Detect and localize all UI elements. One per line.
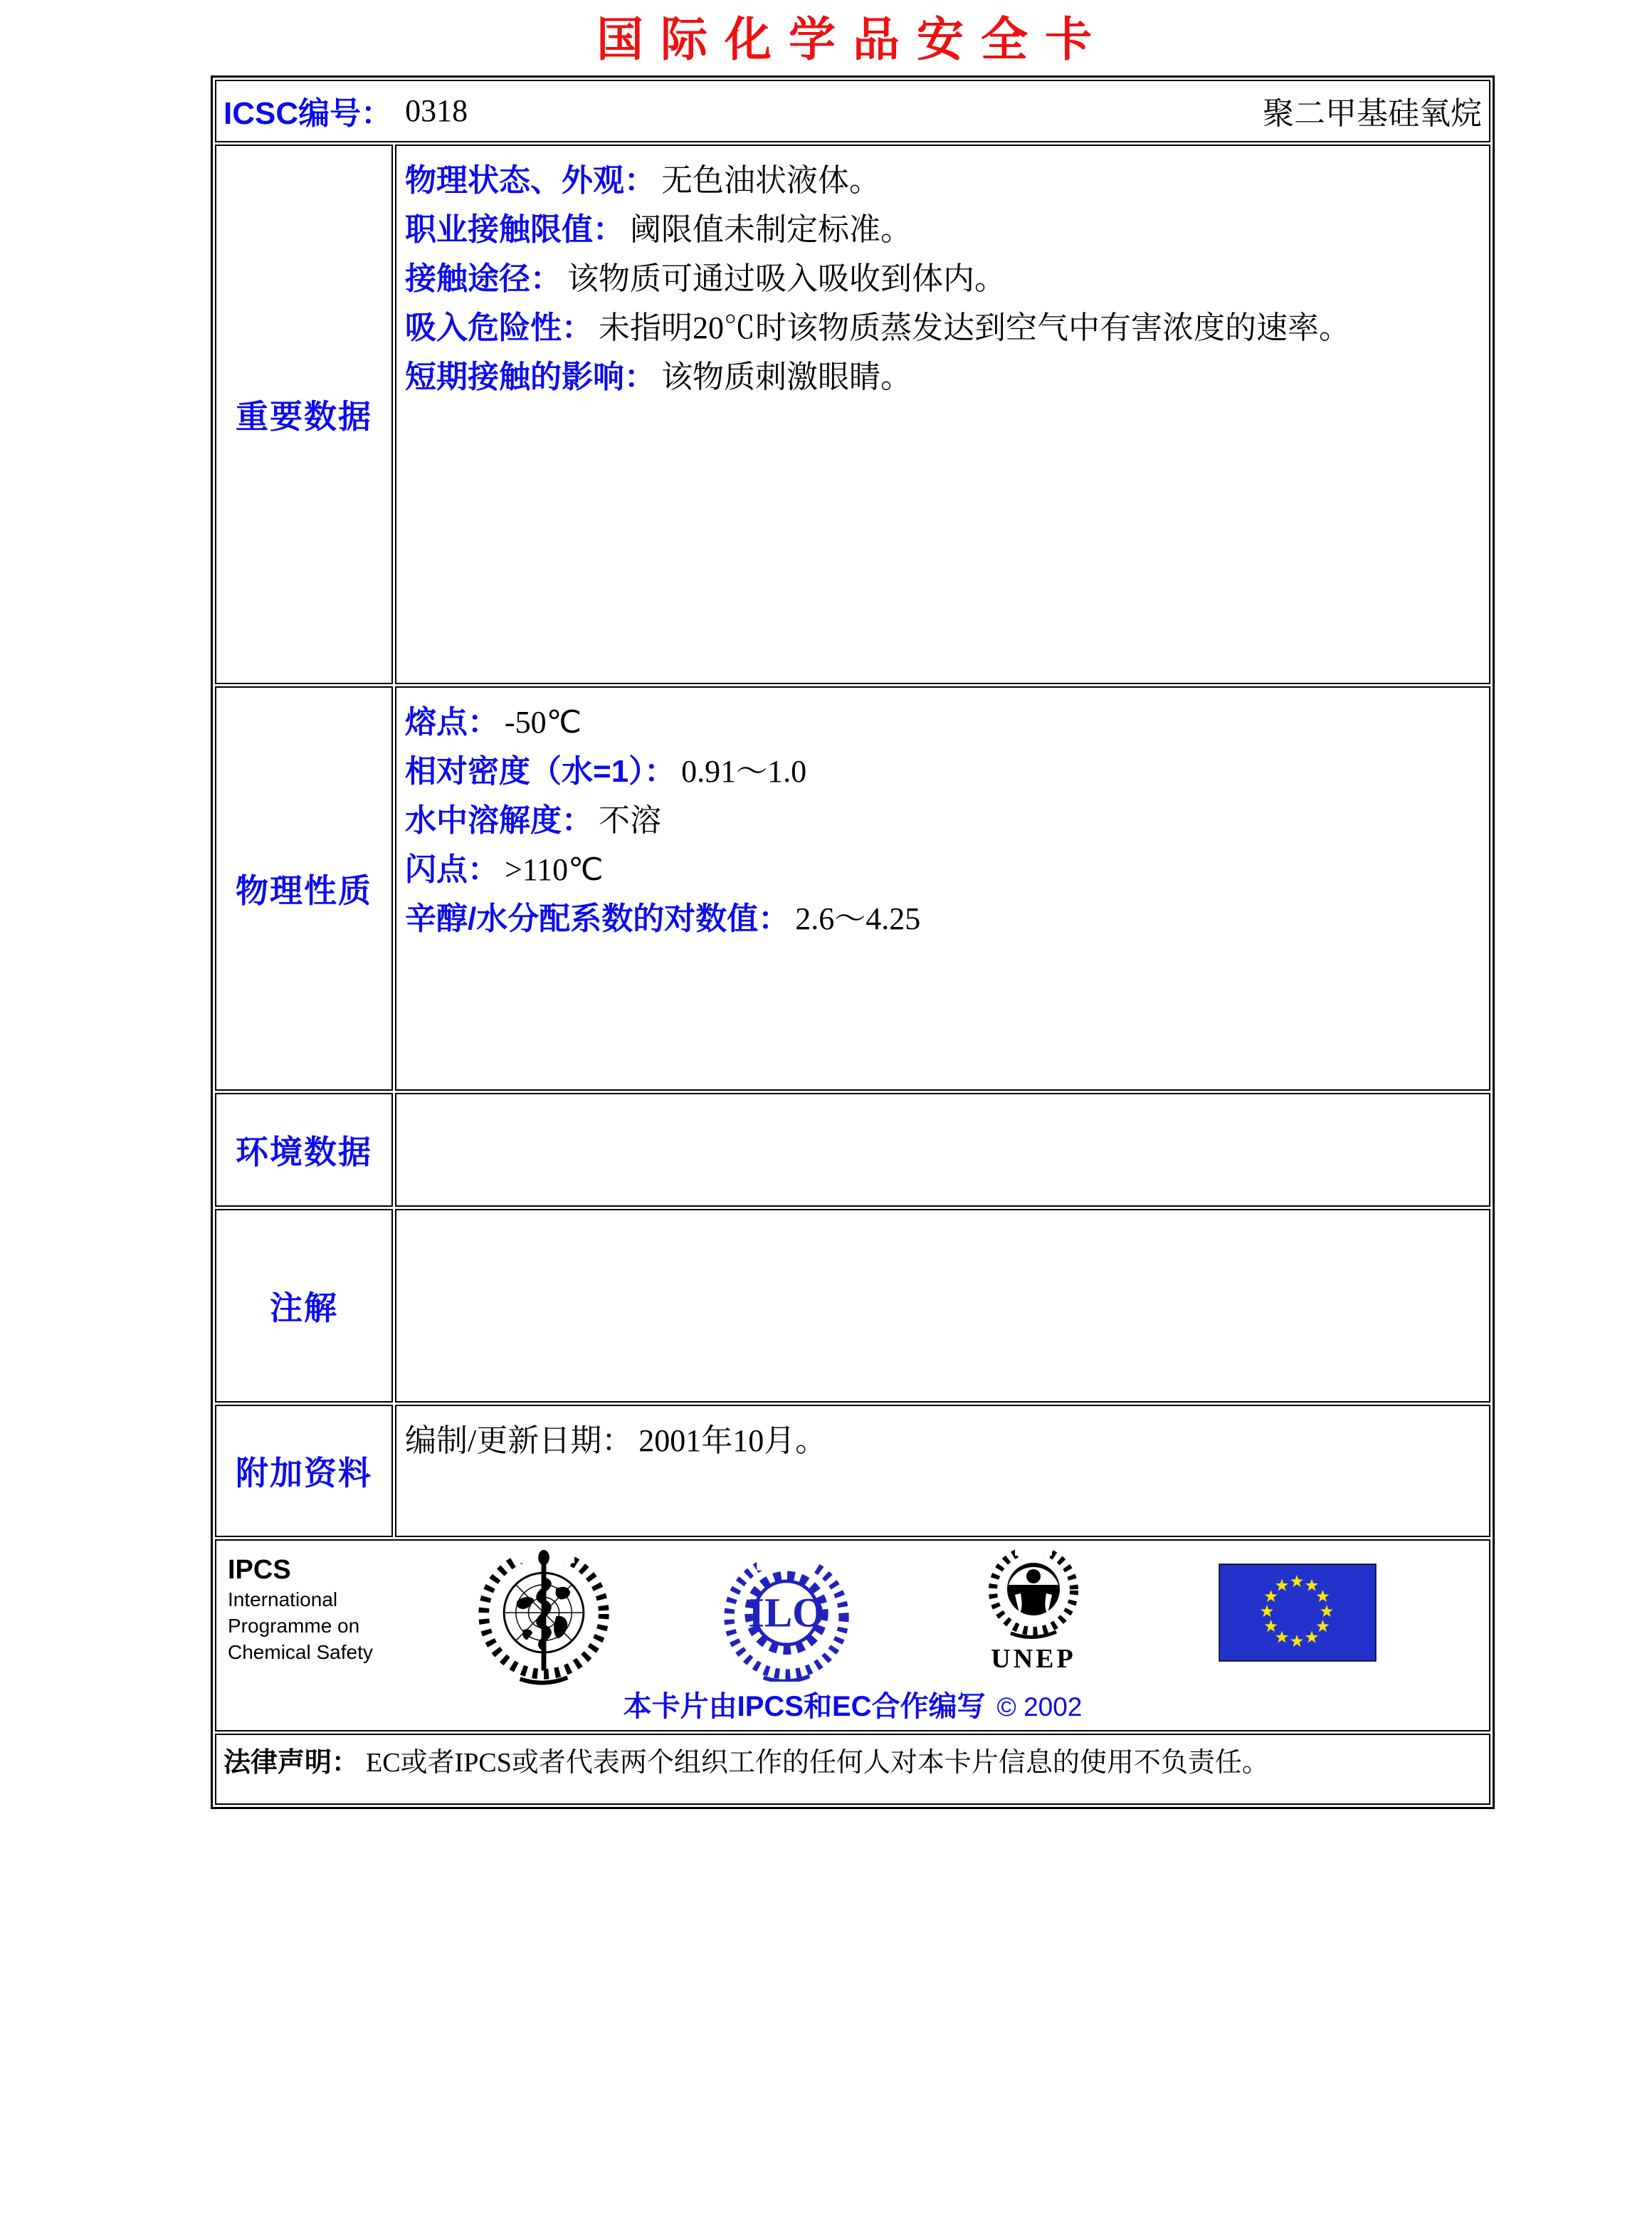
list-item: 吸入危险性： 未指明20℃时该物质蒸发达到空气中有害浓度的速率。 [405,310,1350,345]
list-item: 物理状态、外观： 无色油状液体。 [405,163,880,198]
list-item: 辛醇/水分配系数的对数值： 2.6～4.25 [405,901,921,936]
ipcs-line: Chemical Safety [228,1641,373,1663]
section-label-additional-info: 附加资料 [236,1455,372,1492]
icsc-number-value: 0318 [405,93,468,128]
table-row-environmental-data [215,1093,1490,1207]
section-label-physical-properties: 物理性质 [236,872,372,909]
list-item: 闪点： >110℃ [405,852,604,887]
ipcs-title: IPCS [228,1555,291,1585]
additional-info-content-cell [395,1405,1490,1537]
unep-label: UNEP [991,1644,1076,1674]
important-data-content-cell [395,145,1490,684]
ipcs-text-block [228,1554,373,1665]
table-row-legal [215,1734,1490,1805]
page-title: 国际化学品安全卡 [596,12,1109,67]
notes-label-cell [215,1209,393,1403]
table-row-footer [215,1539,1490,1731]
ipcs-line: Programme on [228,1615,360,1637]
notes-content-cell [395,1209,1490,1403]
eu-flag-icon [1219,1563,1377,1662]
table-row-header [215,80,1490,142]
list-item: 职业接触限值： 阈限值未制定标准。 [405,212,912,247]
who-logo-icon [474,1545,614,1687]
icsc-table [211,75,1495,1809]
list-item: 相对密度（水=1）： 0.91～1.0 [405,754,807,789]
environmental-data-content-cell [395,1093,1490,1207]
additional-info-label-cell [215,1405,393,1537]
section-label-notes: 注解 [270,1289,338,1326]
unep-logo-icon [975,1546,1092,1643]
copyright-text: © 2002 [996,1692,1083,1722]
header-cell [215,80,1490,142]
list-item: 短期接触的影响： 该物质刺激眼睛。 [405,360,912,394]
legal-cell [215,1734,1490,1805]
list-item: 水中溶解度： 不溶 [405,803,661,838]
update-date-line: 编制/更新日期： 2001年10月。 [405,1423,827,1458]
cooperation-caption [216,1684,1489,1724]
table-row-notes [215,1209,1490,1403]
physical-properties-content-cell [395,686,1490,1091]
legal-text: EC或者IPCS或者代表两个组织工作的任何人对本卡片信息的使用不负责任。 [366,1748,1269,1778]
important-data-label-cell [215,145,393,684]
section-label-important-data: 重要数据 [236,398,372,435]
physical-properties-label-cell [215,686,393,1091]
table-row-physical-properties [215,686,1490,1091]
section-label-environmental-data: 环境数据 [236,1133,372,1170]
legal-label: 法律声明： [223,1748,359,1778]
list-item: 接触途径： 该物质可通过吸入吸收到体内。 [405,261,1006,296]
table-row-important-data [215,145,1490,684]
ilo-logo-icon [719,1554,854,1682]
footer-cell [215,1539,1490,1731]
icsc-number-label: ICSC编号： [223,96,393,131]
table-row-additional-info [215,1405,1490,1537]
ipcs-line: International [228,1588,338,1610]
environmental-data-label-cell [215,1093,393,1207]
ilo-letters: ILO [748,1589,825,1636]
chemical-name: 聚二甲基硅氧烷 [1263,96,1482,131]
caption-text: 本卡片由IPCS和EC合作编写 [623,1691,986,1722]
list-item: 熔点： -50℃ [405,705,582,740]
unep-logo-block [962,1546,1105,1674]
